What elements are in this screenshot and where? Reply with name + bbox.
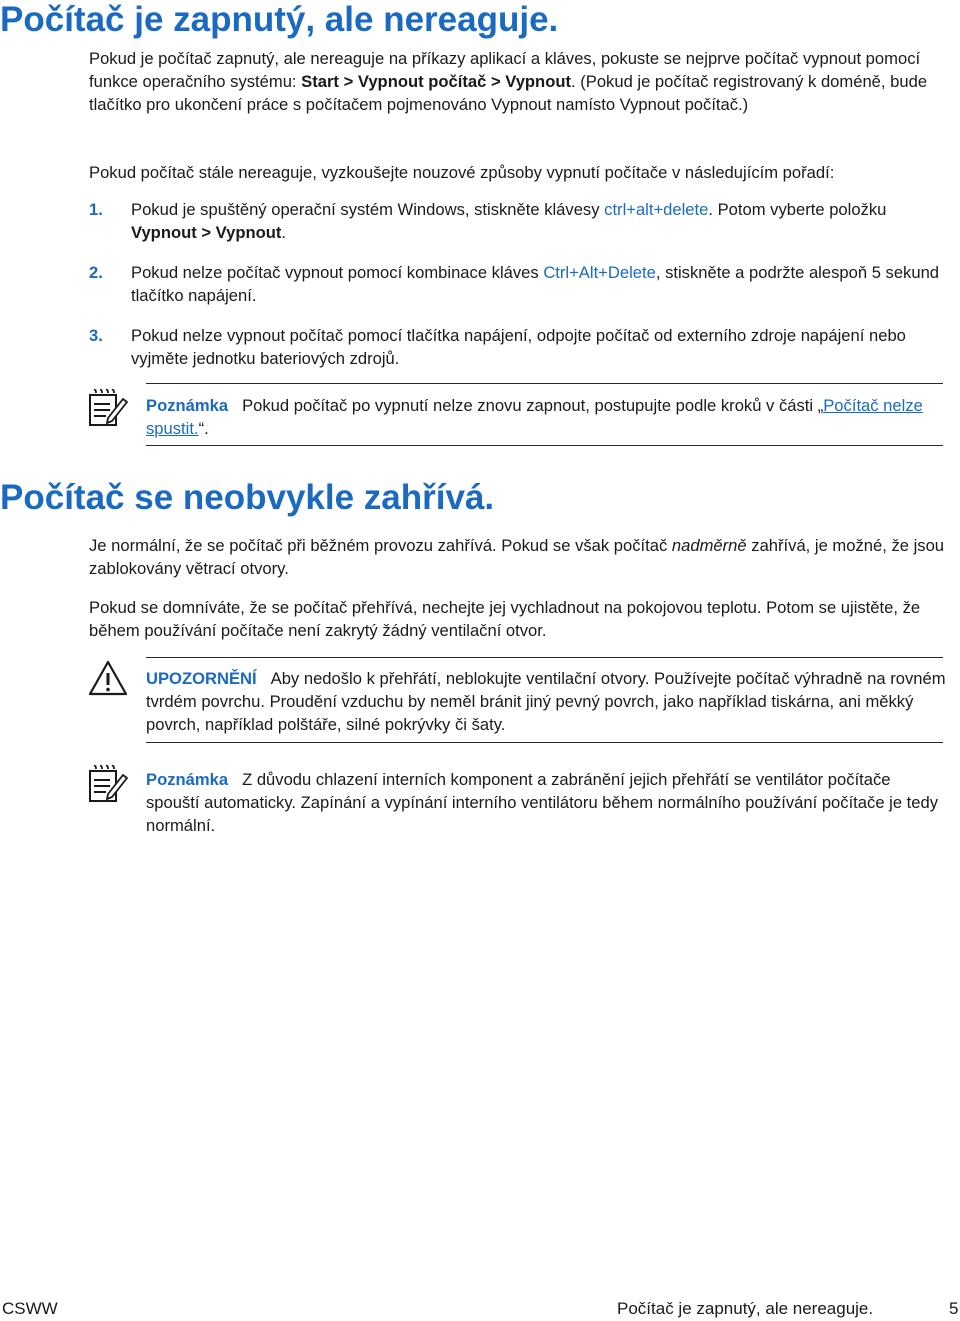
- note-rule-top: [146, 383, 943, 384]
- step-number: 2.: [89, 263, 103, 282]
- step-3: Pokud nelze vypnout počítač pomocí tlačítka napájení, odpojte počítač od externího zdroje napájení nebo vyjměte jednotku bateriových zdrojů.: [131, 326, 906, 368]
- warning-icon: [88, 660, 128, 696]
- note-rule-bottom: [146, 445, 943, 446]
- caution-rule-top: [146, 657, 943, 658]
- caution-rule-bottom: [146, 742, 943, 743]
- caution-label: UPOZORNĚNÍ: [146, 669, 257, 688]
- caution-box: UPOZORNĚNÍ Aby nedošlo k přehřátí, neblokujte ventilační otvory. Používejte počítač výhradně na rovném tvrdém povrchu. Proudění vzduchu by neměl bránit jiný pevný povrch, jako například tiskárna, ani měkký povrch, například polštáře, silné pokrývky či šaty.: [146, 669, 946, 734]
- note-label: Poznámka: [146, 770, 229, 789]
- key-combo: Ctrl+Alt+Delete: [543, 263, 656, 282]
- key-combo: ctrl+alt+delete: [604, 200, 709, 219]
- step-2: Pokud nelze počítač vypnout pomocí kombinace kláves Ctrl+Alt+Delete, stiskněte a podržte alespoň 5 sekund tlačítko napájení.: [131, 263, 940, 305]
- step-1: Pokud je spuštěný operační systém Windows, stiskněte klávesy ctrl+alt+delete. Potom vyberte položku Vypnout > Vypnout.: [131, 200, 887, 242]
- menu-path: Vypnout > Vypnout: [131, 223, 282, 242]
- note-box: Poznámka Pokud počítač po vypnutí nelze znovu zapnout, postupujte podle kroků v části „Počítač nelze spustit.“.: [146, 396, 923, 438]
- overheat-paragraph-2: Pokud se domníváte, že se počítač přehřívá, nechejte jej vychladnout na pokojovou teplotu. Potom se ujistěte, že během používání počítače není zakrytý žádný ventilační otvor.: [89, 598, 921, 640]
- footer-code: CSWW: [2, 1299, 58, 1318]
- note-box-fan: Poznámka Z důvodu chlazení interních komponent a zabránění jejich přehřátí se ventilátor počítače spouští automaticky. Zapínání a vypínání interního ventilátoru během normálního používání počítače je tedy normální.: [146, 770, 939, 835]
- step-number: 1.: [89, 200, 103, 219]
- note-icon: [88, 388, 128, 428]
- footer-title: Počítač je zapnutý, ale nereaguje.: [617, 1299, 874, 1318]
- page-number: 5: [949, 1299, 959, 1318]
- cannot-start-link[interactable]: Počítač nelze spustit.: [146, 396, 923, 438]
- overheat-paragraph-1: Je normální, že se počítač při běžném provozu zahřívá. Pokud se však počítač nadměrně zahřívá, je možné, že jsou zablokovány větrací otvory.: [89, 536, 945, 578]
- emergency-lead: Pokud počítač stále nereaguje, vyzkoušejte nouzové způsoby vypnutí počítače v následujícím pořadí:: [89, 163, 835, 182]
- note-label: Poznámka: [146, 396, 229, 415]
- intro-paragraph: Pokud je počítač zapnutý, ale nereaguje na příkazy aplikací a kláves, pokuste se nejprve počítač vypnout pomocí funkce operačního systému: Start > Vypnout počítač > Vypnout. (Pokud je počítač registrovaný k doméně, bude tlačítko pro ukončení práce s počítačem pojmenováno Vypnout namísto Vypnout počítač.): [89, 49, 928, 114]
- section-title-not-responding: Počítač je zapnutý, ale nereaguje.: [0, 0, 559, 39]
- step-number: 3.: [89, 326, 103, 345]
- section-title-overheating: Počítač se neobvykle zahřívá.: [0, 478, 495, 517]
- shutdown-path: Start > Vypnout počítač > Vypnout: [301, 72, 571, 91]
- note-icon: [88, 764, 128, 804]
- emphasis: nadměrně: [671, 536, 747, 555]
